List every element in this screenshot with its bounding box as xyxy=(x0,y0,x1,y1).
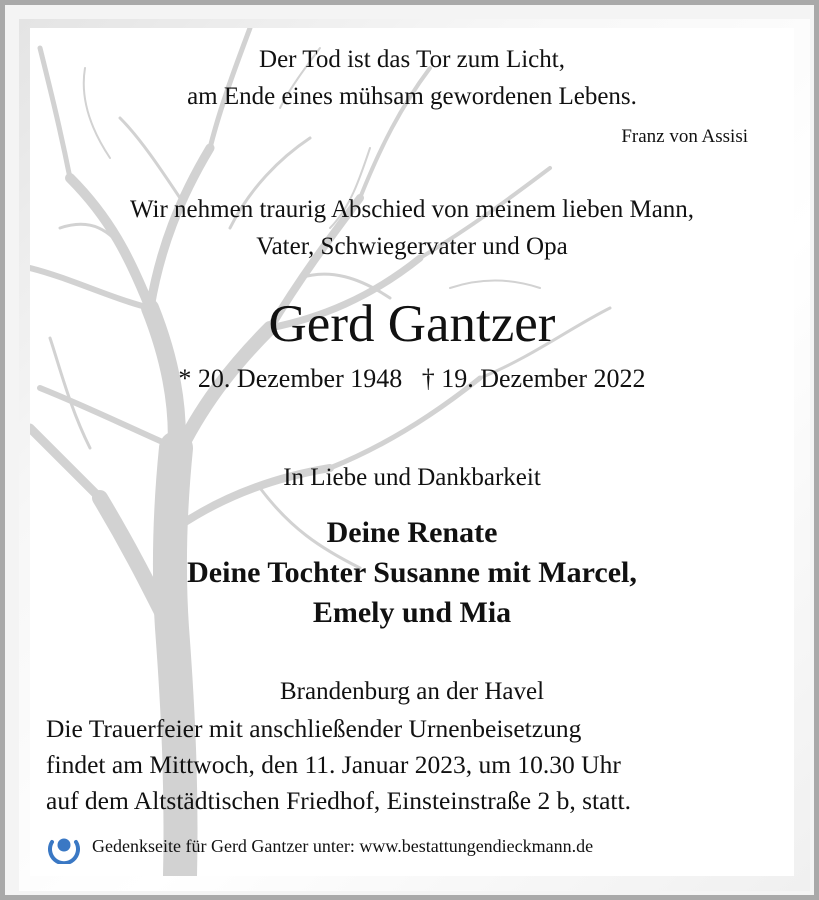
ceremony-line-2: findet am Mittwoch, den 11. Januar 2023, um 10.30 Uhr xyxy=(46,750,621,779)
ceremony-line-1: Die Trauerfeier mit anschließender Urnenbeisetzung xyxy=(46,714,582,743)
life-dates: * 20. Dezember 1948 † 19. Dezember 2022 xyxy=(178,364,646,393)
quote-line-1: Der Tod ist das Tor zum Licht, xyxy=(259,46,565,73)
intro-line-1: Wir nehmen traurig Abschied von meinem lieben Mann, xyxy=(129,196,695,223)
footer-memorial-link xyxy=(48,830,788,866)
half-circle-dot-logo-icon xyxy=(48,832,80,864)
quote-line-2: am Ende eines mühsam gewordenen Lebens. xyxy=(187,83,637,110)
memorial-page-url[interactable]: Gedenkseite für Gerd Gantzer unter: www.bestattungendieckmann.de xyxy=(92,836,594,856)
family-line-1: Deine Renate xyxy=(326,516,498,549)
family-line-2: Deine Tochter Susanne mit Marcel, xyxy=(187,556,637,589)
quote-author: Franz von Assisi xyxy=(621,126,748,147)
family-line-3: Emely und Mia xyxy=(312,596,512,629)
ceremony-line-3: auf dem Altstädtischen Friedhof, Einsteinstraße 2 b, statt. xyxy=(46,786,631,815)
deceased-name: Gerd Gantzer xyxy=(268,295,556,353)
obituary-notice xyxy=(30,28,794,876)
place-line: Brandenburg an der Havel xyxy=(279,678,545,705)
intro-line-2: Vater, Schwiegervater und Opa xyxy=(256,233,568,260)
dankbarkeit-line: In Liebe und Dankbarkeit xyxy=(283,464,541,491)
